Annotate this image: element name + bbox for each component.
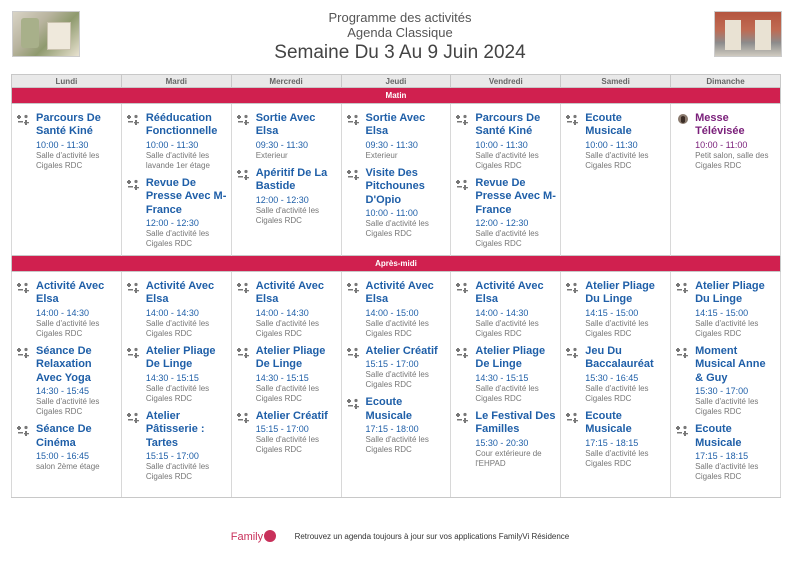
activity-time: 10:00 - 11:00 [695,139,748,150]
activity-location: Salle d'activité les Cigales RDC [365,318,429,338]
activity-location: Salle d'activité les lavande 1er étage [145,150,210,170]
day-header-row [12,75,781,88]
activity-time: 14:00 - 15:00 [365,307,419,318]
fitness-icon [676,281,690,293]
activity-location: Salle d'activité les Cigales RDC [695,462,759,481]
fitness-icon [456,411,470,423]
activity-item[interactable] [456,177,556,250]
fitness-icon [237,346,251,358]
activity-location: Salle d'activité les Cigales RDC [585,318,649,338]
activity-time: 15:30 - 16:45 [585,372,639,383]
activity-location: Salle d'activité les Cigales RDC [475,150,539,170]
activity-location: Salle d'activité les Cigales RDC [36,318,100,338]
activity-location: Salle d'activité les Cigales RDC [365,435,429,454]
activity-title: Moment Musical Anne & Guy [695,344,766,384]
activity-title: Atelier Pliage De Linge [255,344,326,370]
activity-location: Salle d'activité les Cigales RDC [585,383,649,403]
activity-location: Salle d'activité les Cigales RDC [36,397,100,416]
fitness-icon [347,113,361,125]
fitness-icon [566,113,580,125]
activity-item[interactable] [566,112,666,171]
activity-item[interactable] [17,112,117,171]
page-footer [0,528,800,546]
morning-section-row [12,88,781,104]
activity-location: Salle d'activité les Cigales RDC [145,462,210,481]
activity-location: Salle d'activité les Cigales RDC [585,150,649,170]
activity-item[interactable] [676,280,776,339]
activity-title: Séance De Relaxation Avec Yoga [36,344,92,384]
activity-title: Atelier Pâtisserie : Tartes [145,409,205,449]
activity-item[interactable] [127,345,227,404]
activity-title: Sortie Avec Elsa [365,111,426,137]
fitness-icon [676,346,690,358]
activity-time: 17:15 - 18:15 [695,451,749,461]
activity-item[interactable] [566,410,666,469]
activity-item[interactable] [237,410,337,456]
activity-time: 14:15 - 15:00 [585,307,639,318]
activity-title: Activité Avec Elsa [255,279,324,305]
day-header-samedi: Samedi [561,75,671,88]
activity-location: Salle d'activité les Cigales RDC [145,229,210,248]
fitness-icon [676,424,690,436]
activity-title: Atelier Créatif [365,344,438,357]
fitness-icon [17,281,31,293]
activity-title: Parcours De Santé Kiné [36,111,101,137]
activity-time: 10:00 - 11:00 [365,208,418,218]
activity-location: Salle d'activité les Cigales RDC [695,397,759,416]
activity-time: 12:00 - 12:30 [145,218,199,228]
activity-item[interactable] [237,345,337,404]
fitness-icon [127,113,141,125]
activity-title: Apéritif De La Bastide [255,166,328,192]
activity-item[interactable] [566,345,666,404]
fitness-icon [127,178,141,190]
activity-time: 12:00 - 12:30 [475,218,529,228]
activity-title: Ecoute Musicale [585,111,632,137]
fitness-icon [347,346,361,358]
programme-title: Programme des activités [328,10,472,25]
activity-time: 17:15 - 18:15 [585,437,639,448]
activity-time: 14:30 - 15:15 [255,372,309,383]
activity-item[interactable] [347,112,447,161]
morning-activities-row [12,110,781,256]
day-header-jeudi: Jeudi [341,75,451,88]
activity-item[interactable] [456,112,556,171]
activity-title: Parcours De Santé Kiné [475,111,541,137]
morning-cell-samedi [561,110,671,256]
activity-title: Atelier Pliage De Linge [475,344,546,370]
activity-item[interactable] [676,423,776,482]
activity-title: Ecoute Musicale [585,409,632,435]
morning-cell-dimanche [671,110,781,256]
day-header-dimanche: Dimanche [671,75,781,88]
afternoon-activities-row [12,278,781,498]
activity-item[interactable] [347,345,447,391]
fitness-icon [127,346,141,358]
activity-time: 14:15 - 15:00 [695,307,749,318]
fitness-icon [237,281,251,293]
activity-time: 12:00 - 12:30 [255,194,309,205]
activity-location: Cour extérieure de l'EHPAD [475,448,542,468]
activity-location: Salle d'activité les Cigales RDC [145,318,210,338]
activity-item[interactable] [456,280,556,339]
activity-item[interactable] [347,167,447,240]
activity-item[interactable] [127,410,227,483]
activity-location: Petit salon, salle des Cigales RDC [695,150,769,170]
activity-title: Revue De Presse Avec M-France [475,176,556,216]
afternoon-cell-mercredi [231,278,341,498]
fitness-icon [127,281,141,293]
activity-time: 10:00 - 11:30 [36,139,89,150]
activity-time: 09:30 - 11:30 [365,139,418,150]
activity-time: 10:00 - 11:30 [145,139,199,150]
morning-cell-mardi [121,110,231,256]
activity-item[interactable] [17,345,117,418]
activity-location: Exterieur [255,150,288,160]
activity-time: 09:30 - 11:30 [255,139,309,150]
activity-location: Salle d'activité les Cigales RDC [255,435,320,454]
activity-item[interactable] [676,345,776,418]
activity-title: Activité Avec Elsa [475,279,544,305]
activity-title: Atelier Pliage Du Linge [695,279,765,305]
activity-item[interactable] [566,280,666,339]
activity-item[interactable] [127,112,227,171]
activity-title: Séance De Cinéma [36,423,92,449]
morning-cell-jeudi [341,110,451,256]
fitness-icon [456,178,470,190]
fitness-icon [566,281,580,293]
activity-time: 15:00 - 16:45 [36,451,90,461]
familyvi-logo-mark [264,530,276,542]
afternoon-cell-samedi [561,278,671,498]
activity-time: 10:00 - 11:30 [475,139,528,150]
activity-title: Visite Des Pitchounes D'Opio [365,166,425,206]
morning-cell-mercredi [231,110,341,256]
activity-item[interactable] [456,345,556,404]
footer-message: Retrouvez un agenda toujours à jour sur vos applications FamilyVi Résidence [294,532,570,542]
activity-title: Activité Avec Elsa [36,279,105,305]
afternoon-cell-lundi [12,278,122,498]
activity-time: 14:00 - 14:30 [255,307,309,318]
afternoon-cell-vendredi [451,278,561,498]
activity-item[interactable] [17,280,117,339]
activity-title: Atelier Pliage De Linge [145,344,216,370]
activity-item[interactable] [347,280,447,339]
activity-time: 15:15 - 17:00 [145,451,199,461]
activity-title: Messe Télévisée [695,111,745,137]
section-label-afternoon: Après-midi [12,256,781,272]
activity-time: 14:30 - 15:15 [145,372,199,383]
activity-time: 15:15 - 17:00 [365,359,419,369]
fitness-icon [237,411,251,423]
morning-cell-vendredi [451,110,561,256]
week-title: Semaine Du 3 Au 9 Juin 2024 [274,42,526,63]
day-header-vendredi: Vendredi [451,75,561,88]
activity-title: Activité Avec Elsa [145,279,215,305]
fitness-icon [347,397,361,409]
activity-location: Salle d'activité les Cigales RDC [36,150,100,170]
activity-item[interactable] [676,112,776,171]
activity-title: Ecoute Musicale [695,423,742,449]
activity-time: 14:30 - 15:15 [475,372,529,383]
activity-item[interactable] [456,410,556,469]
activity-title: Le Festival Des Familles [475,409,556,435]
page-header [0,10,800,65]
day-header-mercredi: Mercredi [231,75,341,88]
agenda-type: Agenda Classique [347,25,453,40]
fitness-icon [456,346,470,358]
activity-location: Salle d'activité les Cigales RDC [255,318,320,338]
activity-title: Revue De Presse Avec M-France [145,176,227,216]
activity-location: Salle d'activité les Cigales RDC [145,383,210,403]
fitness-icon [456,281,470,293]
afternoon-cell-jeudi [341,278,451,498]
activity-location: salon 2ème étage [36,462,100,471]
activity-time: 14:00 - 14:30 [36,307,90,318]
fitness-icon [17,346,31,358]
activity-time: 15:30 - 17:00 [695,386,749,396]
activity-title: Jeu Du Baccalauréat [585,344,654,370]
activity-item[interactable] [237,112,337,161]
activity-title: Activité Avec Elsa [365,279,434,305]
activity-title: Rééducation Fonctionnelle [145,111,218,137]
activity-time: 14:00 - 14:30 [145,307,199,318]
fitness-icon [347,281,361,293]
activity-item[interactable] [17,423,117,472]
activity-time: 17:15 - 18:00 [365,424,419,434]
fitness-icon [566,346,580,358]
activity-time: 10:00 - 11:30 [585,139,638,150]
afternoon-section-row [12,256,781,272]
activity-time: 15:15 - 17:00 [255,424,309,434]
activity-title: Atelier Créatif [255,409,328,422]
afternoon-cell-dimanche [671,278,781,498]
activity-location: Salle d'activité les Cigales RDC [365,370,429,389]
activity-location: Salle d'activité les Cigales RDC [365,219,429,238]
activity-title: Ecoute Musicale [365,396,412,422]
activity-time: 14:30 - 15:45 [36,386,90,396]
familyvi-logo: Family [231,530,276,543]
activity-location: Exterieur [365,150,398,160]
activity-time: 15:30 - 20:30 [475,437,529,448]
activity-location: Salle d'activité les Cigales RDC [475,229,539,248]
weekly-agenda-table [11,74,781,498]
activity-location: Salle d'activité les Cigales RDC [475,383,539,403]
fitness-icon [456,113,470,125]
fitness-icon [17,113,31,125]
day-header-lundi: Lundi [12,75,122,88]
activity-location: Salle d'activité les Cigales RDC [585,448,649,468]
section-label-morning: Matin [12,88,781,104]
afternoon-cell-mardi [121,278,231,498]
activity-time: 14:00 - 14:30 [475,307,529,318]
activity-location: Salle d'activité les Cigales RDC [695,318,759,338]
activity-item[interactable] [347,396,447,455]
morning-cell-lundi [12,110,122,256]
activity-title: Atelier Pliage Du Linge [585,279,655,305]
activity-item[interactable] [237,280,337,339]
activity-location: Salle d'activité les Cigales RDC [255,205,320,225]
fitness-icon [17,424,31,436]
fitness-icon [237,113,251,125]
activity-title: Sortie Avec Elsa [255,111,316,137]
spiritual-icon [676,113,690,125]
activity-location: Salle d'activité les Cigales RDC [475,318,539,338]
fitness-icon [347,168,361,180]
fitness-icon [237,168,251,180]
fitness-icon [127,411,141,423]
activity-item[interactable] [237,167,337,226]
fitness-icon [566,411,580,423]
activity-item[interactable] [127,280,227,339]
activity-location: Salle d'activité les Cigales RDC [255,383,320,403]
day-header-mardi: Mardi [121,75,231,88]
activity-item[interactable] [127,177,227,250]
